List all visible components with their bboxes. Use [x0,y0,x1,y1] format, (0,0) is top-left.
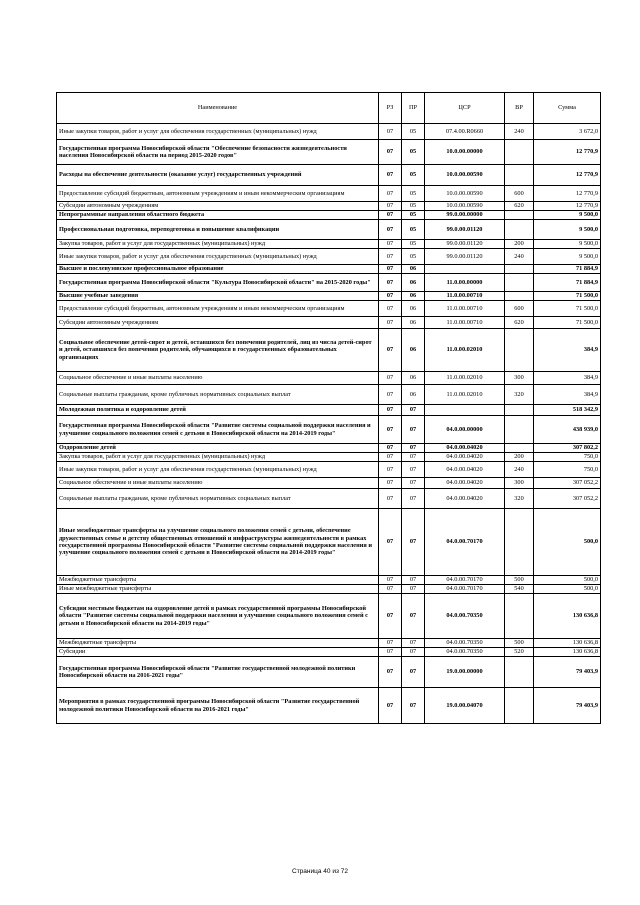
cell-rz: 07 [379,186,402,202]
cell-csr: 99.0.00.00000 [425,211,505,220]
table-row [57,124,601,140]
table-row [57,186,601,202]
cell-vr [505,265,534,274]
cell-csr: 19.0.00.00000 [425,657,505,688]
cell-pr: 07 [402,585,425,594]
cell-pr: 05 [402,186,425,202]
table-row [57,249,601,265]
cell-sum: 9 500,0 [534,240,601,249]
cell-sum: 12 770,9 [534,140,601,165]
cell-pr: 07 [402,509,425,576]
cell-sum: 307 052,2 [534,478,601,489]
cell-name: Предоставление субсидий бюджетным, автономным учреждениям и иным некоммерческим организациям [57,186,379,202]
cell-sum: 3 672,0 [534,124,601,140]
cell-sum: 12 770,9 [534,202,601,211]
cell-rz: 07 [379,211,402,220]
cell-rz: 07 [379,453,402,462]
cell-name: Иные закупки товаров, работ и услуг для обеспечения государственных (муниципальных) нужд [57,462,379,478]
table-row [57,317,601,329]
cell-sum: 9 500,0 [534,220,601,240]
cell-csr: 11.0.00.00710 [425,301,505,317]
cell-pr: 07 [402,489,425,509]
cell-csr: 04.0.00.70170 [425,509,505,576]
cell-vr: 620 [505,317,534,329]
cell-csr: 04.0.00.04020 [425,478,505,489]
cell-name: Социальное обеспечение и иные выплаты населению [57,372,379,385]
cell-csr: 04.0.00.00000 [425,416,505,444]
table-row [57,509,601,576]
cell-sum: 71 884,9 [534,265,601,274]
cell-sum: 130 636,8 [534,648,601,657]
table-row [57,329,601,372]
cell-sum: 384,9 [534,372,601,385]
cell-rz: 07 [379,509,402,576]
cell-pr: 07 [402,416,425,444]
cell-sum: 12 770,9 [534,165,601,186]
cell-sum: 79 403,9 [534,657,601,688]
cell-vr [505,594,534,639]
cell-vr [505,444,534,453]
cell-vr: 500 [505,576,534,585]
cell-vr [505,405,534,416]
cell-vr [505,657,534,688]
cell-rz: 07 [379,462,402,478]
cell-vr: 240 [505,124,534,140]
cell-rz: 07 [379,301,402,317]
cell-rz: 07 [379,385,402,405]
cell-name: Высшее и послевузовское профессиональное образование [57,265,379,274]
cell-sum: 71 500,0 [534,317,601,329]
cell-rz: 07 [379,202,402,211]
cell-name: Социальное обеспечение детей-сирот и детей, оставшихся без попечения родителей, лиц из числа детей-сирот и детей, оставшихся без попечения родителей, обучающихся в государственных образовательных организациях [57,329,379,372]
cell-sum: 71 884,9 [534,274,601,292]
cell-rz: 07 [379,292,402,301]
cell-vr: 600 [505,301,534,317]
cell-sum: 9 500,0 [534,211,601,220]
cell-csr: 04.0.00.04020 [425,489,505,509]
table-row [57,657,601,688]
cell-pr: 05 [402,124,425,140]
cell-sum: 750,0 [534,453,601,462]
cell-name: Государственная программа Новосибирской области "Обеспечение безопасности жизнедеятельности населения Новосибирской области на период 2015-2020 годов" [57,140,379,165]
cell-vr [505,220,534,240]
cell-pr: 07 [402,657,425,688]
cell-pr: 05 [402,211,425,220]
cell-rz: 07 [379,489,402,509]
table-row [57,220,601,240]
cell-csr: 04.0.00.04020 [425,444,505,453]
cell-sum: 384,9 [534,329,601,372]
table-row [57,594,601,639]
cell-rz: 07 [379,639,402,648]
cell-sum: 130 636,8 [534,639,601,648]
cell-rz: 07 [379,657,402,688]
cell-rz: 07 [379,265,402,274]
cell-name: Молодежная политика и оздоровление детей [57,405,379,416]
cell-vr [505,165,534,186]
cell-csr: 04.0.00.70170 [425,576,505,585]
cell-rz: 07 [379,124,402,140]
cell-pr: 07 [402,405,425,416]
table-row [57,165,601,186]
cell-pr: 05 [402,202,425,211]
cell-rz: 07 [379,594,402,639]
cell-rz: 07 [379,165,402,186]
cell-vr [505,329,534,372]
table-row [57,292,601,301]
cell-vr: 300 [505,478,534,489]
cell-rz: 07 [379,317,402,329]
cell-csr: 10.0.00.00590 [425,186,505,202]
cell-csr: 10.0.00.00590 [425,202,505,211]
cell-pr: 07 [402,462,425,478]
cell-sum: 307 802,2 [534,444,601,453]
cell-pr: 05 [402,249,425,265]
table-body [57,124,601,724]
table-row [57,240,601,249]
cell-csr: 11.0.00.00000 [425,274,505,292]
table-row [57,211,601,220]
cell-pr: 06 [402,292,425,301]
table-row [57,639,601,648]
cell-csr: 11.0.00.02010 [425,329,505,372]
cell-name: Государственная программа Новосибирской области "Культура Новосибирской области" на 2015-2020 годы" [57,274,379,292]
cell-vr: 600 [505,186,534,202]
cell-csr: 11.0.00.00710 [425,292,505,301]
cell-csr: 10.0.00.00000 [425,140,505,165]
cell-csr: 99.0.00.01120 [425,249,505,265]
cell-sum: 12 770,9 [534,186,601,202]
cell-rz: 07 [379,688,402,724]
cell-pr: 06 [402,372,425,385]
cell-csr: 04.0.00.70170 [425,585,505,594]
cell-name: Социальные выплаты гражданам, кроме публичных нормативных социальных выплат [57,489,379,509]
cell-pr: 07 [402,478,425,489]
cell-pr: 06 [402,274,425,292]
table-row [57,140,601,165]
cell-vr [505,509,534,576]
cell-vr: 540 [505,585,534,594]
cell-sum: 500,0 [534,585,601,594]
cell-vr: 500 [505,639,534,648]
cell-vr [505,416,534,444]
table-row [57,301,601,317]
cell-csr [425,405,505,416]
cell-name: Иные межбюджетные трансферты на улучшение социального положения семей с детьми, обеспечение дружественных семье и детству общественных отношений и инфраструктуры жизнедеятельности в рамках государственной программы Новосибирской области "Развитие системы социальной поддержки населения и улучшение социального положения семей с детьми в Новосибирской области на 2014-2019 годы" [57,509,379,576]
header-vr: ВР [505,93,534,124]
table-row [57,453,601,462]
cell-csr [425,265,505,274]
cell-pr: 06 [402,265,425,274]
table-row [57,385,601,405]
cell-pr: 07 [402,453,425,462]
cell-vr: 240 [505,462,534,478]
table-header-row [57,93,601,124]
cell-pr: 06 [402,329,425,372]
table-row [57,405,601,416]
cell-rz: 07 [379,585,402,594]
cell-csr: 07.4.00.R0660 [425,124,505,140]
cell-rz: 07 [379,478,402,489]
cell-name: Субсидии автономным учреждениям [57,317,379,329]
cell-vr [505,140,534,165]
cell-name: Субсидии автономным учреждениям [57,202,379,211]
cell-pr: 06 [402,301,425,317]
cell-name: Иные закупки товаров, работ и услуг для обеспечения государственных (муниципальных) нужд [57,249,379,265]
cell-pr: 06 [402,317,425,329]
cell-vr: 300 [505,372,534,385]
cell-csr: 04.0.00.70350 [425,648,505,657]
cell-name: Субсидии местным бюджетам на оздоровление детей в рамках государственной программы Новосибирской области "Развитие системы социальной поддержки населения и улучшение социального положения семей с детьми в Новосибирской области на 2014-2019 годы" [57,594,379,639]
cell-pr: 05 [402,165,425,186]
cell-vr [505,274,534,292]
cell-sum: 518 342,9 [534,405,601,416]
budget-table [56,92,601,724]
cell-pr: 07 [402,576,425,585]
table-row [57,372,601,385]
cell-rz: 07 [379,576,402,585]
table-row [57,444,601,453]
cell-vr: 240 [505,249,534,265]
cell-vr [505,211,534,220]
header-rz: РЗ [379,93,402,124]
cell-vr: 520 [505,648,534,657]
cell-vr: 320 [505,489,534,509]
cell-name: Социальные выплаты гражданам, кроме публичных нормативных социальных выплат [57,385,379,405]
cell-vr [505,688,534,724]
cell-sum: 307 052,2 [534,489,601,509]
cell-rz: 07 [379,405,402,416]
cell-pr: 05 [402,140,425,165]
cell-name: Иные закупки товаров, работ и услуг для обеспечения государственных (муниципальных) нужд [57,124,379,140]
cell-vr [505,292,534,301]
table-row [57,648,601,657]
cell-name: Оздоровление детей [57,444,379,453]
cell-name: Иные межбюджетные трансферты [57,585,379,594]
cell-csr: 99.0.00.01120 [425,240,505,249]
table-row [57,202,601,211]
table-row [57,585,601,594]
cell-pr: 05 [402,240,425,249]
cell-name: Закупка товаров, работ и услуг для государственных (муниципальных) нужд [57,453,379,462]
cell-rz: 07 [379,240,402,249]
cell-pr: 06 [402,385,425,405]
cell-sum: 9 500,0 [534,249,601,265]
cell-rz: 07 [379,329,402,372]
cell-pr: 05 [402,220,425,240]
cell-rz: 07 [379,220,402,240]
cell-csr: 11.0.00.00710 [425,317,505,329]
cell-csr: 11.0.00.02010 [425,372,505,385]
cell-name: Межбюджетные трансферты [57,639,379,648]
cell-vr: 320 [505,385,534,405]
cell-name: Государственная программа Новосибирской области "Развитие государственной молодежной политики Новосибирской области на 2016-2021 годы" [57,657,379,688]
budget-page [56,92,600,724]
cell-rz: 07 [379,648,402,657]
cell-csr: 04.0.00.70350 [425,594,505,639]
cell-sum: 130 636,8 [534,594,601,639]
cell-name: Межбюджетные трансферты [57,576,379,585]
cell-name: Государственная программа Новосибирской области "Развитие системы социальной поддержки населения и улучшение социального положения семей с детьми в Новосибирской области на 2014-2019 годы" [57,416,379,444]
table-row [57,688,601,724]
header-name: Наименование [57,93,379,124]
table-row [57,274,601,292]
table-row [57,576,601,585]
header-pr: ПР [402,93,425,124]
cell-name: Социальное обеспечение и иные выплаты населению [57,478,379,489]
cell-pr: 07 [402,594,425,639]
cell-sum: 71 500,0 [534,292,601,301]
table-row [57,416,601,444]
cell-sum: 384,9 [534,385,601,405]
cell-csr: 99.0.00.01120 [425,220,505,240]
cell-pr: 07 [402,648,425,657]
cell-sum: 71 500,0 [534,301,601,317]
cell-rz: 07 [379,274,402,292]
cell-sum: 500,0 [534,509,601,576]
cell-csr: 04.0.00.04020 [425,462,505,478]
cell-rz: 07 [379,140,402,165]
cell-pr: 07 [402,688,425,724]
cell-vr: 620 [505,202,534,211]
cell-sum: 750,0 [534,462,601,478]
cell-csr: 04.0.00.04020 [425,453,505,462]
cell-name: Предоставление субсидий бюджетным, автономным учреждениям и иным некоммерческим организациям [57,301,379,317]
cell-pr: 07 [402,444,425,453]
cell-rz: 07 [379,444,402,453]
cell-pr: 07 [402,639,425,648]
cell-name: Закупка товаров, работ и услуг для государственных (муниципальных) нужд [57,240,379,249]
cell-csr: 04.0.00.70350 [425,639,505,648]
cell-sum: 79 403,9 [534,688,601,724]
table-row [57,462,601,478]
table-row [57,489,601,509]
table-row [57,478,601,489]
cell-name: Мероприятия в рамках государственной программы Новосибирской области "Развитие государственной молодежной политики Новосибирской области на 2016-2021 годы" [57,688,379,724]
cell-vr: 200 [505,453,534,462]
cell-csr: 19.0.00.04070 [425,688,505,724]
table-row [57,265,601,274]
cell-sum: 500,0 [534,576,601,585]
cell-name: Субсидии [57,648,379,657]
cell-name: Высшие учебные заведения [57,292,379,301]
cell-rz: 07 [379,249,402,265]
cell-rz: 07 [379,416,402,444]
cell-csr: 10.0.00.00590 [425,165,505,186]
cell-sum: 438 939,0 [534,416,601,444]
cell-name: Непрограммные направления областного бюджета [57,211,379,220]
cell-name: Профессиональная подготовка, переподготовка и повышение квалификации [57,220,379,240]
header-sum: Сумма [534,93,601,124]
cell-rz: 07 [379,372,402,385]
header-csr: ЦСР [425,93,505,124]
cell-name: Расходы на обеспечение деятельности (оказание услуг) государственных учреждений [57,165,379,186]
cell-csr: 11.0.00.02010 [425,385,505,405]
cell-vr: 200 [505,240,534,249]
page-number-footer: Страница 40 из 72 [292,868,348,875]
